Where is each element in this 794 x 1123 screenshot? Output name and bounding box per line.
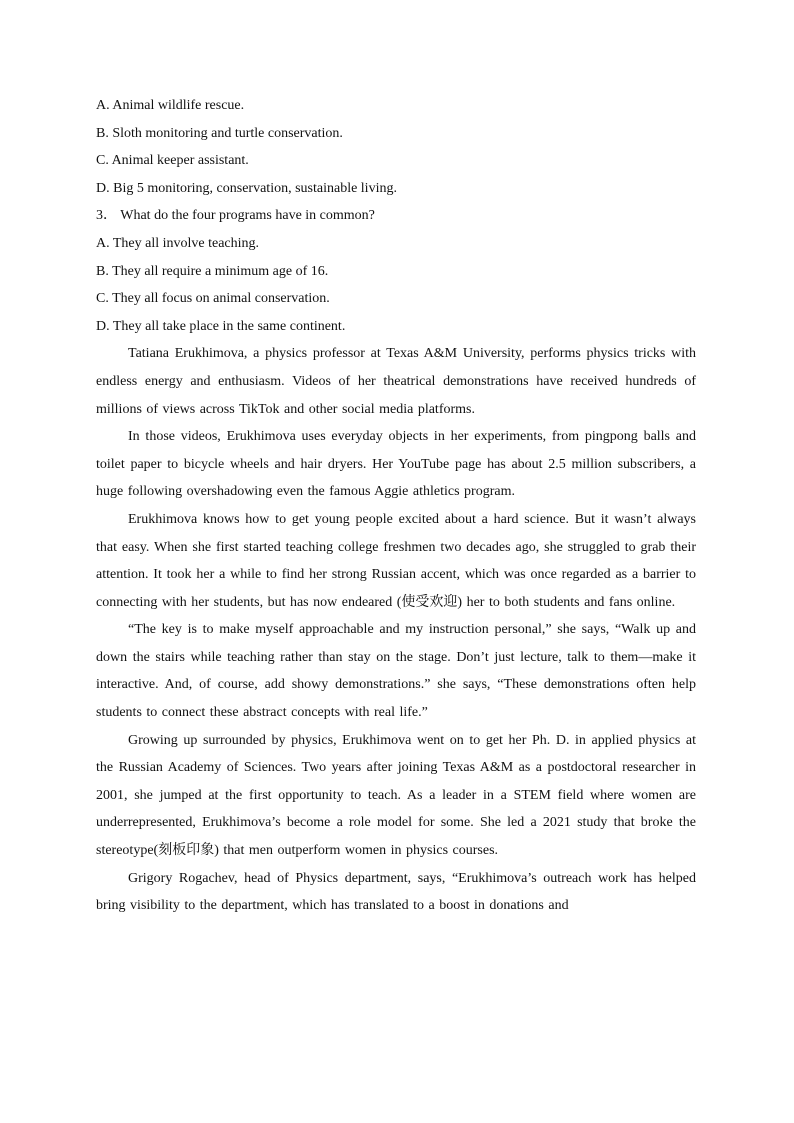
q2-option-a: A. Animal wildlife rescue.	[96, 98, 245, 113]
passage-paragraph-6: Grigory Rogachev, head of Physics department, says, “Erukhimova’s outreach work has helped bring visibility to the department, which has translated to a boost in donations and	[96, 870, 696, 914]
document-page	[96, 92, 696, 920]
passage-paragraph-5: Growing up surrounded by physics, Erukhimova went on to get her Ph. D. in applied physics at the Russian Academy of Sciences. Two years after joining Texas A&M as a postdoctoral researcher in 2001, she jumped at the first opportunity to teach. As a leader in a STEM field where women are underrepresented, Erukhimova’s become a role model for some. She led a 2021 study that broke the stereotype(刻板印象) that men outperform women in physics courses.	[96, 732, 696, 859]
passage-paragraph-2: In those videos, Erukhimova uses everyday objects in her experiments, from pingpong balls and toilet paper to bicycle wheels and hair dryers. Her YouTube page has about 2.5 million subscribers, a huge following overshadowing even the famous Aggie athletics program.	[96, 429, 696, 500]
q2-option-c: C. Animal keeper assistant.	[96, 153, 249, 169]
q2-option-d: D. Big 5 monitoring, conservation, sustainable living.	[96, 180, 397, 196]
q2-option-b: B. Sloth monitoring and turtle conservation.	[96, 125, 343, 141]
q3-stem: 3． What do the four programs have in common?	[96, 208, 375, 224]
passage-paragraph-4: “The key is to make myself approachable and my instruction personal,” she says, “Walk up and down the stairs while teaching rather than stay on the stage. Don’t just lecture, talk to them—make it interactive. And, of course, add showy demonstrations.” she says, “These demonstrations often help students to connect these abstract concepts with real life.”	[96, 622, 696, 721]
passage-paragraph-1: Tatiana Erukhimova, a physics professor at Texas A&M University, performs physics tricks with endless energy and enthusiasm. Videos of her theatrical demonstrations have received hundreds of millions of views across TikTok and other social media platforms.	[96, 346, 696, 417]
passage-paragraph-3: Erukhimova knows how to get young people excited about a hard science. But it wasn’t always that easy. When she first started teaching college freshmen two decades ago, she struggled to grab their attention. It took her a while to find her strong Russian accent, which was once regarded as a barrier to connecting with her students, but has now endeared (使受欢迎) her to both students and fans online.	[96, 511, 696, 610]
q3-option-a: A. They all involve teaching.	[96, 235, 260, 251]
q3-option-c: C. They all focus on animal conservation.	[96, 291, 330, 307]
q3-option-b: B. They all require a minimum age of 16.	[96, 263, 329, 279]
q3-option-d: D. They all take place in the same continent.	[96, 318, 346, 334]
